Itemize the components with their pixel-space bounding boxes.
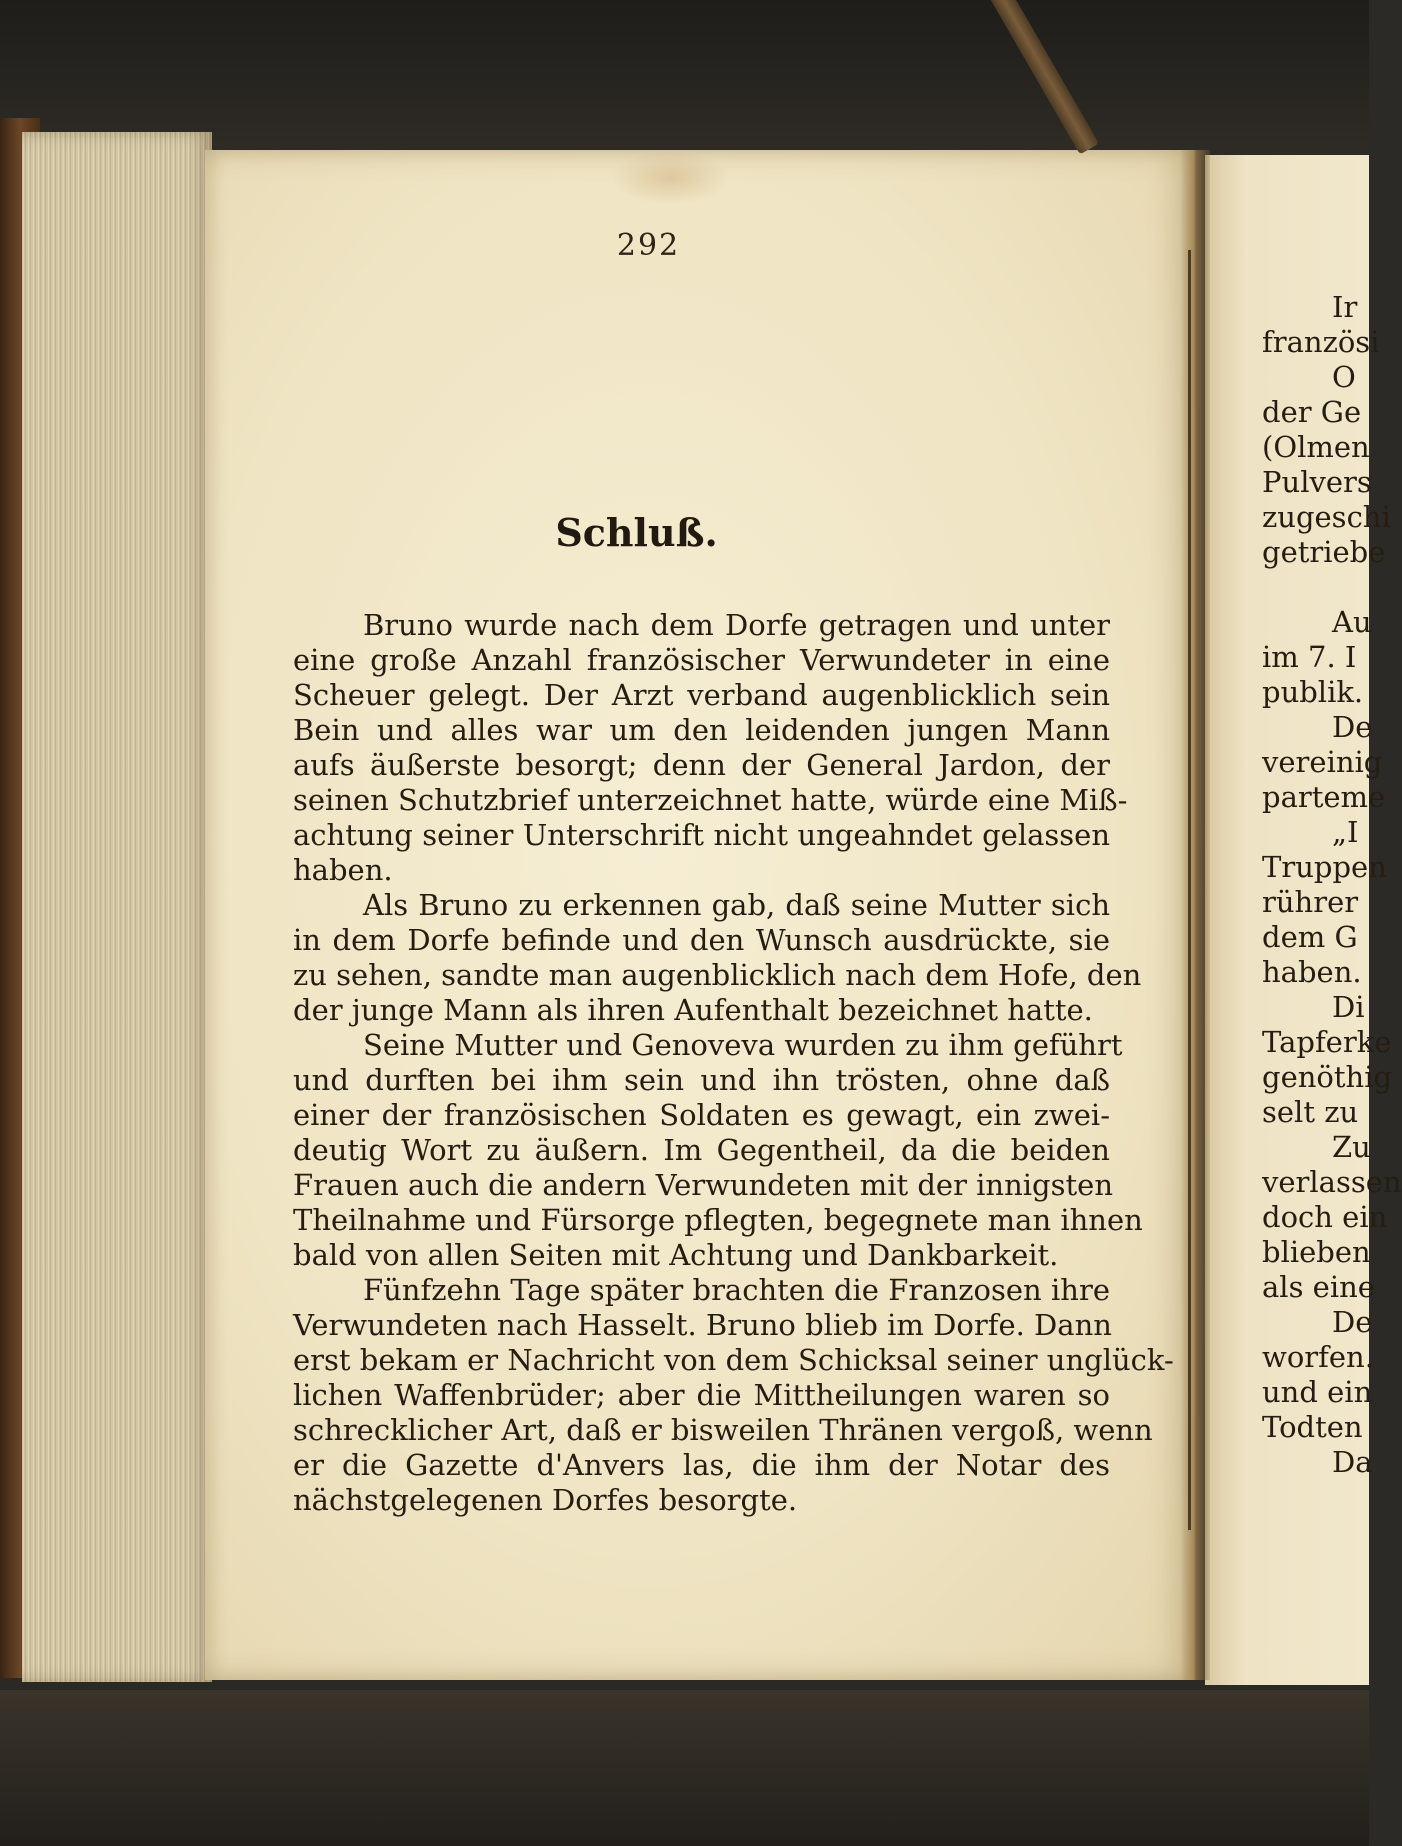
right-page-line: Au bbox=[1332, 605, 1372, 639]
text-line: in dem Dorfe befinde und den Wunsch ausdrückte, sie bbox=[293, 923, 1110, 957]
text-line: der junge Mann als ihren Aufenthalt bezeichnet hatte. bbox=[293, 993, 1093, 1027]
text-line: haben. bbox=[293, 853, 393, 887]
text-line: Bein und alles war um den leidenden jungen Mann bbox=[293, 713, 1110, 747]
right-page-line: verlassen bbox=[1262, 1165, 1402, 1199]
right-page-line: blieben bbox=[1262, 1235, 1371, 1269]
scan-bottom-border bbox=[0, 1690, 1369, 1846]
text-line: seinen Schutzbrief unterzeichnet hatte, würde eine Miß- bbox=[293, 783, 1128, 817]
text-line: einer der französischen Soldaten es gewagt, ein zwei- bbox=[293, 1098, 1110, 1132]
right-page-line: genöthig bbox=[1262, 1060, 1393, 1094]
book-gutter bbox=[1180, 150, 1210, 1680]
right-page-line: französi bbox=[1262, 325, 1380, 359]
right-page-line: „I bbox=[1332, 815, 1359, 849]
right-page-line: Truppen bbox=[1262, 850, 1387, 884]
right-page-line: Todten bbox=[1262, 1410, 1363, 1444]
right-page-line: und ein bbox=[1262, 1375, 1373, 1409]
text-line: Fünfzehn Tage später brachten die Franzosen ihre bbox=[363, 1273, 1110, 1307]
right-page-line: der Ge bbox=[1262, 395, 1362, 429]
right-page-line: doch ein bbox=[1262, 1200, 1388, 1234]
text-line: Seine Mutter und Genoveva wurden zu ihm geführt bbox=[363, 1028, 1123, 1062]
right-page-line: dem G bbox=[1262, 920, 1358, 954]
right-page-line: zugeschi bbox=[1262, 500, 1391, 534]
right-page-line: (Olmen bbox=[1262, 430, 1370, 464]
right-page-line: im 7. I bbox=[1262, 640, 1357, 674]
text-line: aufs äußerste besorgt; denn der General Jardon, der bbox=[293, 748, 1110, 782]
right-page-line: De bbox=[1332, 710, 1373, 744]
right-page-line: Di bbox=[1332, 990, 1365, 1024]
right-page-line: De bbox=[1332, 1305, 1373, 1339]
page-stain bbox=[610, 150, 730, 205]
body-text bbox=[293, 608, 1174, 1518]
text-line: Scheuer gelegt. Der Arzt verband augenblicklich sein bbox=[293, 678, 1110, 712]
right-page-line: vereinig bbox=[1262, 745, 1383, 779]
text-line: achtung seiner Unterschrift nicht ungeahndet gelassen bbox=[293, 818, 1110, 852]
text-line: nächstgelegenen Dorfes besorgte. bbox=[293, 1483, 798, 1517]
right-page-text bbox=[1262, 290, 1402, 1480]
right-page-line: Pulvers bbox=[1262, 465, 1372, 499]
text-line: Als Bruno zu erkennen gab, daß seine Mutter sich bbox=[363, 888, 1110, 922]
text-line: Theilnahme und Fürsorge pflegten, begegnete man ihnen bbox=[293, 1203, 1143, 1237]
binding-thread bbox=[1188, 250, 1191, 1530]
text-line: Verwundeten nach Hasselt. Bruno blieb im Dorfe. Dann bbox=[293, 1308, 1112, 1342]
right-page-line: O bbox=[1332, 360, 1356, 394]
right-page-line: Tapferke bbox=[1262, 1025, 1392, 1059]
right-page-line: publik. bbox=[1262, 675, 1364, 709]
text-line: zu sehen, sandte man augenblicklich nach dem Hofe, den bbox=[293, 958, 1142, 992]
right-page-line: als eine bbox=[1262, 1270, 1375, 1304]
text-line: schrecklicher Art, daß er bisweilen Thränen vergoß, wenn bbox=[293, 1413, 1153, 1447]
text-line: er die Gazette d'Anvers las, die ihm der Notar des bbox=[293, 1448, 1110, 1482]
text-line: Frauen auch die andern Verwundeten mit der innigsten bbox=[293, 1168, 1114, 1202]
text-line: Bruno wurde nach dem Dorfe getragen und unter bbox=[363, 608, 1110, 642]
right-page-line: getriebe bbox=[1262, 535, 1386, 569]
right-page-line: haben. bbox=[1262, 955, 1362, 989]
right-page-line: Zu bbox=[1332, 1130, 1371, 1164]
text-line: eine große Anzahl französischer Verwundeter in eine bbox=[293, 643, 1110, 677]
right-page-line: parteme bbox=[1262, 780, 1386, 814]
text-line: bald von allen Seiten mit Achtung und Dankbarkeit. bbox=[293, 1238, 1059, 1272]
right-page-line: worfen. bbox=[1262, 1340, 1374, 1374]
right-page-line: selt zu bbox=[1262, 1095, 1359, 1129]
text-line: erst bekam er Nachricht von dem Schicksal seiner unglück- bbox=[293, 1343, 1174, 1377]
right-page-line: rührer bbox=[1262, 885, 1359, 919]
text-line: lichen Waffenbrüder; aber die Mittheilungen waren so bbox=[293, 1378, 1110, 1412]
page-edges bbox=[22, 132, 212, 1682]
text-line: deutig Wort zu äußern. Im Gegentheil, da die beiden bbox=[293, 1133, 1110, 1167]
page-number: 292 bbox=[616, 228, 681, 263]
chapter-heading: Schluß. bbox=[555, 510, 718, 555]
text-line: und durften bei ihm sein und ihn trösten, ohne daß bbox=[293, 1063, 1110, 1097]
right-page-line: Da bbox=[1332, 1445, 1373, 1479]
right-page-line: Ir bbox=[1332, 290, 1358, 324]
